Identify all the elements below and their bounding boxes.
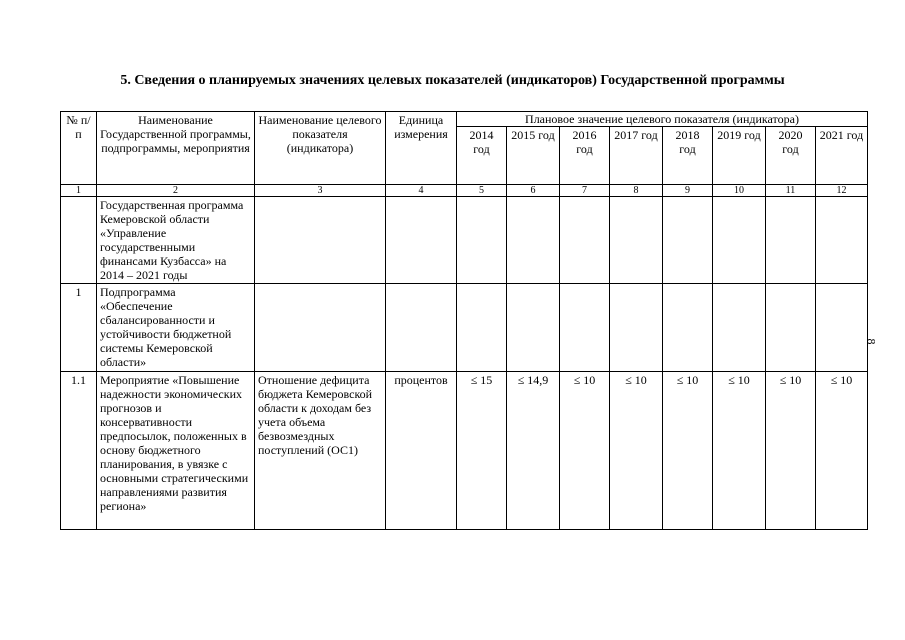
row-value <box>663 284 713 372</box>
row-value <box>663 197 713 284</box>
page-number: 8 <box>864 338 879 345</box>
row-value <box>713 197 766 284</box>
header-row-1 <box>61 112 868 127</box>
row-unit <box>386 197 457 284</box>
row-value: ≤ 14,9 <box>507 372 560 530</box>
row-value <box>766 284 816 372</box>
row-value <box>766 197 816 284</box>
column-number: 4 <box>386 185 457 197</box>
row-indicator <box>255 197 386 284</box>
row-value: ≤ 10 <box>766 372 816 530</box>
row-name: Подпрограмма «Обеспечение сбалансированности и устойчивости бюджетной системы Кемеровской области» <box>97 284 255 372</box>
header-year: 2021 год <box>816 127 868 185</box>
column-number: 12 <box>816 185 868 197</box>
column-number: 11 <box>766 185 816 197</box>
column-number: 1 <box>61 185 97 197</box>
row-value: ≤ 15 <box>457 372 507 530</box>
row-num <box>61 197 97 284</box>
header-year: 2019 год <box>713 127 766 185</box>
row-value <box>816 197 868 284</box>
header-year: 2018 год <box>663 127 713 185</box>
row-unit <box>386 284 457 372</box>
column-number: 3 <box>255 185 386 197</box>
column-number: 5 <box>457 185 507 197</box>
row-value <box>610 197 663 284</box>
row-value <box>560 284 610 372</box>
column-number: 9 <box>663 185 713 197</box>
table-row <box>61 197 868 284</box>
header-indicator-name: Наименование целевого показателя (индикатора) <box>255 112 386 185</box>
row-value: ≤ 10 <box>663 372 713 530</box>
header-planned-value: Плановое значение целевого показателя (индикатора) <box>457 112 868 127</box>
header-year: 2014 год <box>457 127 507 185</box>
header-year: 2016 год <box>560 127 610 185</box>
row-value <box>457 284 507 372</box>
table-row <box>61 284 868 372</box>
row-value: ≤ 10 <box>713 372 766 530</box>
row-value <box>507 197 560 284</box>
column-numbers-row <box>61 185 868 197</box>
row-indicator: Отношение дефицита бюджета Кемеровской области к доходам без учета объема безвозмездных поступлений (ОС1) <box>255 372 386 530</box>
row-name: Мероприятие «Повышение надежности экономических прогнозов и консервативности предпосылок, положенных в основу бюджетного планирования, в увязке с основными стратегическими направлениями развития региона» <box>97 372 255 530</box>
column-number: 7 <box>560 185 610 197</box>
row-value <box>713 284 766 372</box>
row-num: 1.1 <box>61 372 97 530</box>
row-value <box>560 197 610 284</box>
row-indicator <box>255 284 386 372</box>
row-value <box>816 284 868 372</box>
column-number: 6 <box>507 185 560 197</box>
row-unit: процентов <box>386 372 457 530</box>
row-value: ≤ 10 <box>560 372 610 530</box>
header-program-name: Наименование Государственной программы, подпрограммы, мероприятия <box>97 112 255 185</box>
indicators-table <box>60 111 868 530</box>
row-value <box>610 284 663 372</box>
row-value: ≤ 10 <box>816 372 868 530</box>
header-year: 2017 год <box>610 127 663 185</box>
header-num: № п/п <box>61 112 97 185</box>
row-value <box>507 284 560 372</box>
header-year: 2015 год <box>507 127 560 185</box>
column-number: 8 <box>610 185 663 197</box>
column-number: 10 <box>713 185 766 197</box>
table-row <box>61 372 868 530</box>
row-value: ≤ 10 <box>610 372 663 530</box>
row-name: Государственная программа Кемеровской области «Управление государственными финансами Кузбасса» на 2014 – 2021 годы <box>97 197 255 284</box>
document-title: 5. Сведения о планируемых значениях целевых показателей (индикаторов) Государственной программы <box>120 73 785 88</box>
header-year: 2020 год <box>766 127 816 185</box>
header-unit: Единица измерения <box>386 112 457 185</box>
column-number: 2 <box>97 185 255 197</box>
row-num: 1 <box>61 284 97 372</box>
row-value <box>457 197 507 284</box>
